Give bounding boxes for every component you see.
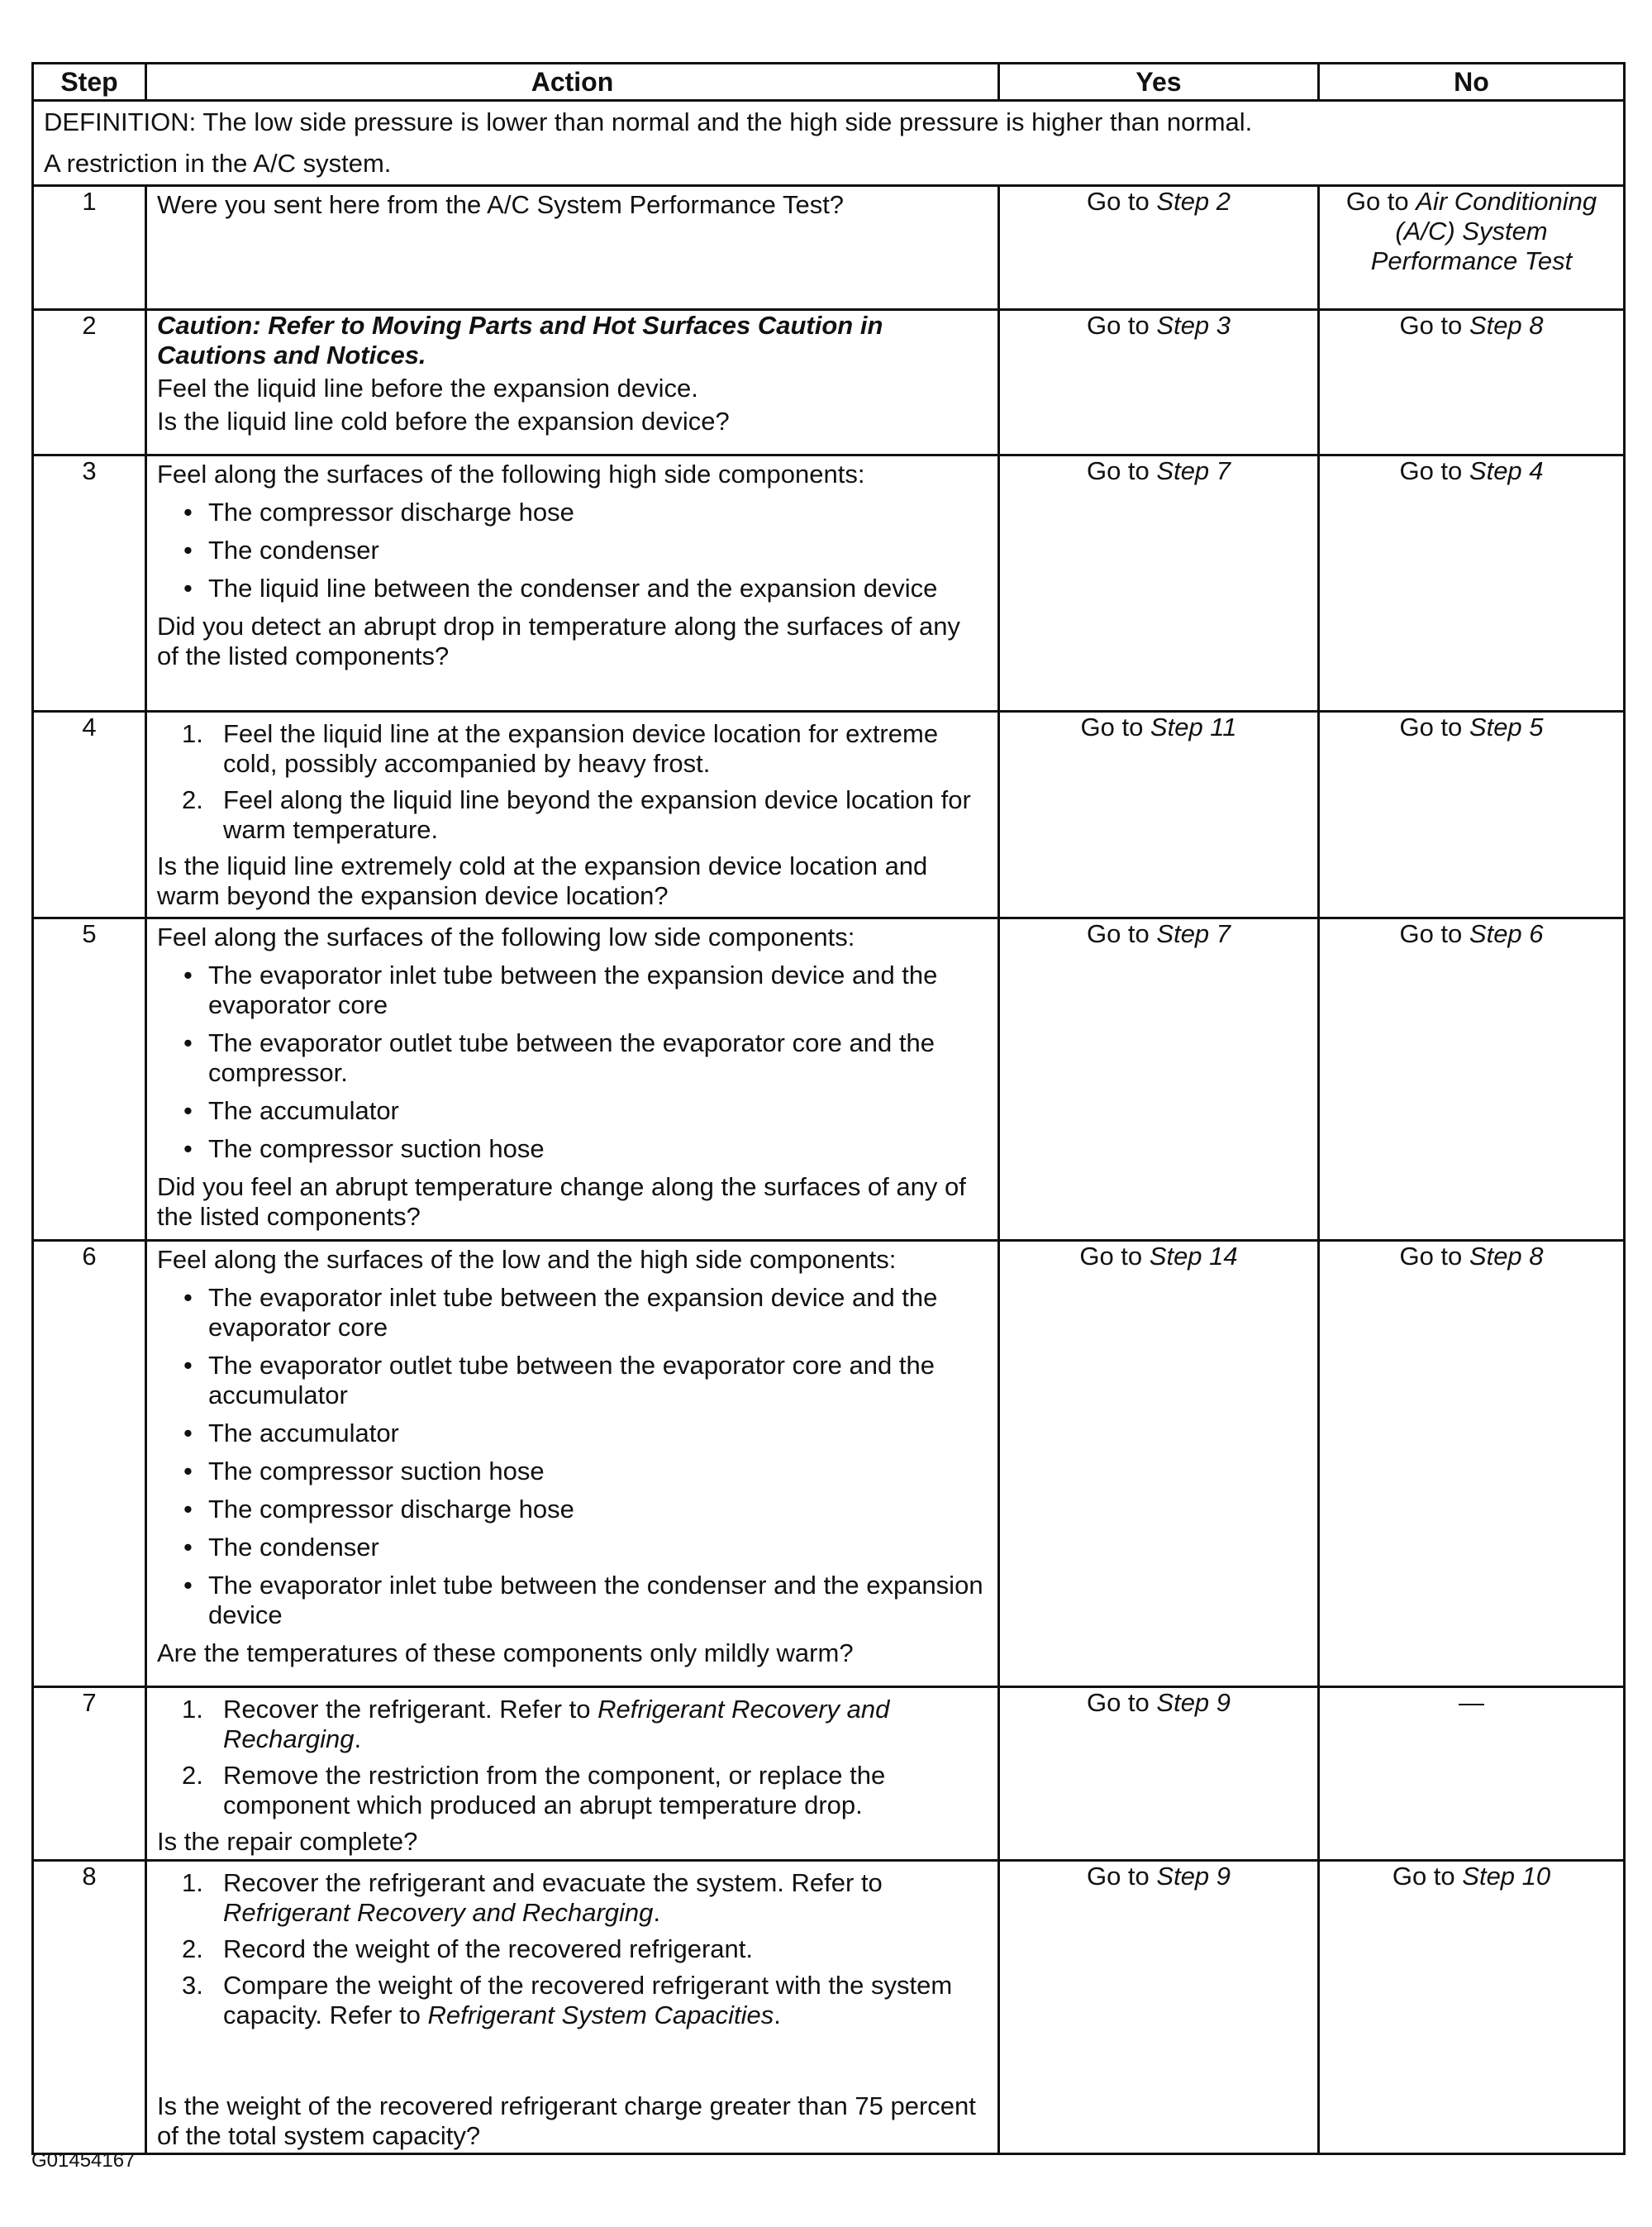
no-cell: Go to Step 5 [1319, 712, 1625, 918]
step-number: 7 [33, 1687, 146, 1861]
list-item: • The evaporator inlet tube between the expansion device and the evaporator core [208, 1283, 988, 1342]
action-cell [146, 918, 999, 1241]
list-item: • The compressor suction hose [208, 1134, 988, 1164]
action-cell [146, 1687, 999, 1861]
action-cell [146, 1241, 999, 1687]
list-item: 2. Record the weight of the recovered refrigerant. [182, 1934, 754, 1963]
step-number: 5 [33, 918, 146, 1241]
intro-text: Feel along the surfaces of the following low side components: [157, 923, 855, 951]
step-number: 3 [33, 455, 146, 712]
reference-link[interactable]: Refrigerant Recovery and Recharging [223, 1898, 654, 1927]
action-cell [146, 712, 999, 918]
yes-link[interactable]: Step 11 [1150, 713, 1237, 742]
no-cell [1319, 1687, 1625, 1861]
header-row [33, 64, 1625, 101]
list-item: 2. Remove the restriction from the component, or replace the component which produced an abrupt temperature drop. [182, 1761, 886, 1819]
question-text: Is the repair complete? [157, 1827, 418, 1856]
component-list [157, 498, 988, 603]
component-list [157, 961, 988, 1164]
procedure-list [157, 1695, 988, 1820]
no-cell: Go to Air Conditioning (A/C) System Performance Test [1319, 186, 1625, 310]
question-text: Is the weight of the recovered refrigerant charge greater than 75 percent of the total system capacity? [157, 2091, 976, 2150]
no-link[interactable]: Air Conditioning (A/C) System Performance Test [1370, 187, 1597, 275]
table-row [33, 1687, 1625, 1861]
list-item: • The accumulator [208, 1419, 988, 1448]
header-step: Step [33, 64, 146, 101]
table-row [33, 1861, 1625, 2154]
step-number: 1 [33, 186, 146, 310]
yes-link[interactable]: Step 2 [1156, 187, 1231, 216]
action-cell [146, 186, 999, 310]
yes-cell: Go to Step 9 [999, 1861, 1319, 2154]
step-number: 8 [33, 1861, 146, 2154]
no-link[interactable]: Step 4 [1469, 456, 1544, 485]
table-row [33, 186, 1625, 310]
yes-link[interactable]: Step 14 [1149, 1242, 1238, 1271]
no-link[interactable]: Step 5 [1469, 713, 1544, 742]
component-list [157, 1283, 988, 1630]
no-cell: Go to Step 8 [1319, 1241, 1625, 1687]
list-item: • The condenser [208, 536, 988, 565]
action-cell [146, 1861, 999, 2154]
list-item: 1. Recover the refrigerant and evacuate the system. Refer to Refrigerant Recovery and Recharging. [182, 1868, 883, 1927]
no-cell: Go to Step 6 [1319, 918, 1625, 1241]
list-item: • The evaporator inlet tube between the condenser and the expansion device [208, 1571, 988, 1630]
list-item: • The compressor suction hose [208, 1457, 988, 1486]
list-item: 1. Recover the refrigerant. Refer to Refrigerant Recovery and Recharging. [182, 1695, 890, 1753]
intro-text: Feel along the surfaces of the low and the high side components: [157, 1245, 897, 1274]
action-text: Feel the liquid line before the expansion device. [157, 374, 698, 403]
table-row [33, 455, 1625, 712]
question-text: Were you sent here from the A/C System Performance Test? [157, 190, 845, 219]
no-answer-dash: — [1459, 1688, 1484, 1717]
header-no: No [1319, 64, 1625, 101]
no-link[interactable]: Step 8 [1469, 1242, 1544, 1271]
list-item: • The compressor discharge hose [208, 1495, 988, 1524]
definition-line-2: A restriction in the A/C system. [44, 149, 392, 178]
list-item: 2. Feel along the liquid line beyond the expansion device location for warm temperature. [182, 785, 971, 844]
procedure-list [157, 1868, 988, 2030]
caution-text: Caution: Refer to Moving Parts and Hot Surfaces Caution in Cautions and Notices. [157, 311, 883, 370]
list-item: • The accumulator [208, 1096, 988, 1126]
list-item: • The compressor discharge hose [208, 498, 988, 527]
yes-cell: Go to Step 14 [999, 1241, 1319, 1687]
list-item: • The condenser [208, 1533, 988, 1562]
question-text: Did you feel an abrupt temperature change along the surfaces of any of the listed components? [157, 1172, 966, 1231]
no-link[interactable]: Step 8 [1469, 311, 1544, 340]
table-row [33, 712, 1625, 918]
header-action: Action [146, 64, 999, 101]
procedure-list [157, 719, 988, 845]
question-text: Did you detect an abrupt drop in temperature along the surfaces of any of the listed components? [157, 612, 960, 670]
list-item: 1. Feel the liquid line at the expansion device location for extreme cold, possibly accompanied by heavy frost. [182, 719, 939, 778]
list-item: • The evaporator outlet tube between the evaporator core and the compressor. [208, 1028, 988, 1088]
no-link[interactable]: Step 10 [1462, 1862, 1551, 1891]
action-cell [146, 310, 999, 455]
list-item: • The evaporator outlet tube between the evaporator core and the accumulator [208, 1351, 988, 1410]
list-item: • The liquid line between the condenser and the expansion device [208, 574, 988, 603]
yes-cell: Go to Step 3 [999, 310, 1319, 455]
yes-link[interactable]: Step 3 [1156, 311, 1231, 340]
list-item: 3. Compare the weight of the recovered refrigerant with the system capacity. Refer to Refrigerant System Capacities. [182, 1971, 953, 2029]
no-cell: Go to Step 8 [1319, 310, 1625, 455]
yes-cell: Go to Step 7 [999, 918, 1319, 1241]
yes-link[interactable]: Step 7 [1156, 919, 1231, 948]
action-cell [146, 455, 999, 712]
yes-cell: Go to Step 2 [999, 186, 1319, 310]
yes-cell: Go to Step 9 [999, 1687, 1319, 1861]
reference-link[interactable]: Refrigerant Recovery and Recharging [223, 1695, 890, 1753]
step-number: 2 [33, 310, 146, 455]
definition-line-1: DEFINITION: The low side pressure is lower than normal and the high side pressure is higher than normal. [44, 107, 1253, 136]
yes-cell: Go to Step 7 [999, 455, 1319, 712]
step-number: 6 [33, 1241, 146, 1687]
question-text: Is the liquid line extremely cold at the expansion device location and warm beyond the expansion device location? [157, 851, 928, 910]
question-text: Is the liquid line cold before the expansion device? [157, 407, 730, 436]
yes-link[interactable]: Step 9 [1156, 1862, 1231, 1891]
reference-link[interactable]: Refrigerant System Capacities [427, 2000, 774, 2029]
no-cell: Go to Step 4 [1319, 455, 1625, 712]
table-row [33, 918, 1625, 1241]
definition-cell [33, 101, 1625, 186]
list-item: • The evaporator inlet tube between the expansion device and the evaporator core [208, 961, 988, 1020]
question-text: Are the temperatures of these components only mildly warm? [157, 1638, 854, 1667]
diagnostic-table [31, 62, 1626, 2155]
table-row [33, 310, 1625, 455]
table-row [33, 1241, 1625, 1687]
figure-id: G01454167 [31, 2149, 136, 2172]
yes-link[interactable]: Step 9 [1156, 1688, 1231, 1717]
definition-row [33, 101, 1625, 186]
no-cell: Go to Step 10 [1319, 1861, 1625, 2154]
header-yes: Yes [999, 64, 1319, 101]
no-link[interactable]: Step 6 [1469, 919, 1544, 948]
intro-text: Feel along the surfaces of the following high side components: [157, 460, 865, 489]
yes-link[interactable]: Step 7 [1156, 456, 1231, 485]
yes-cell: Go to Step 11 [999, 712, 1319, 918]
step-number: 4 [33, 712, 146, 918]
